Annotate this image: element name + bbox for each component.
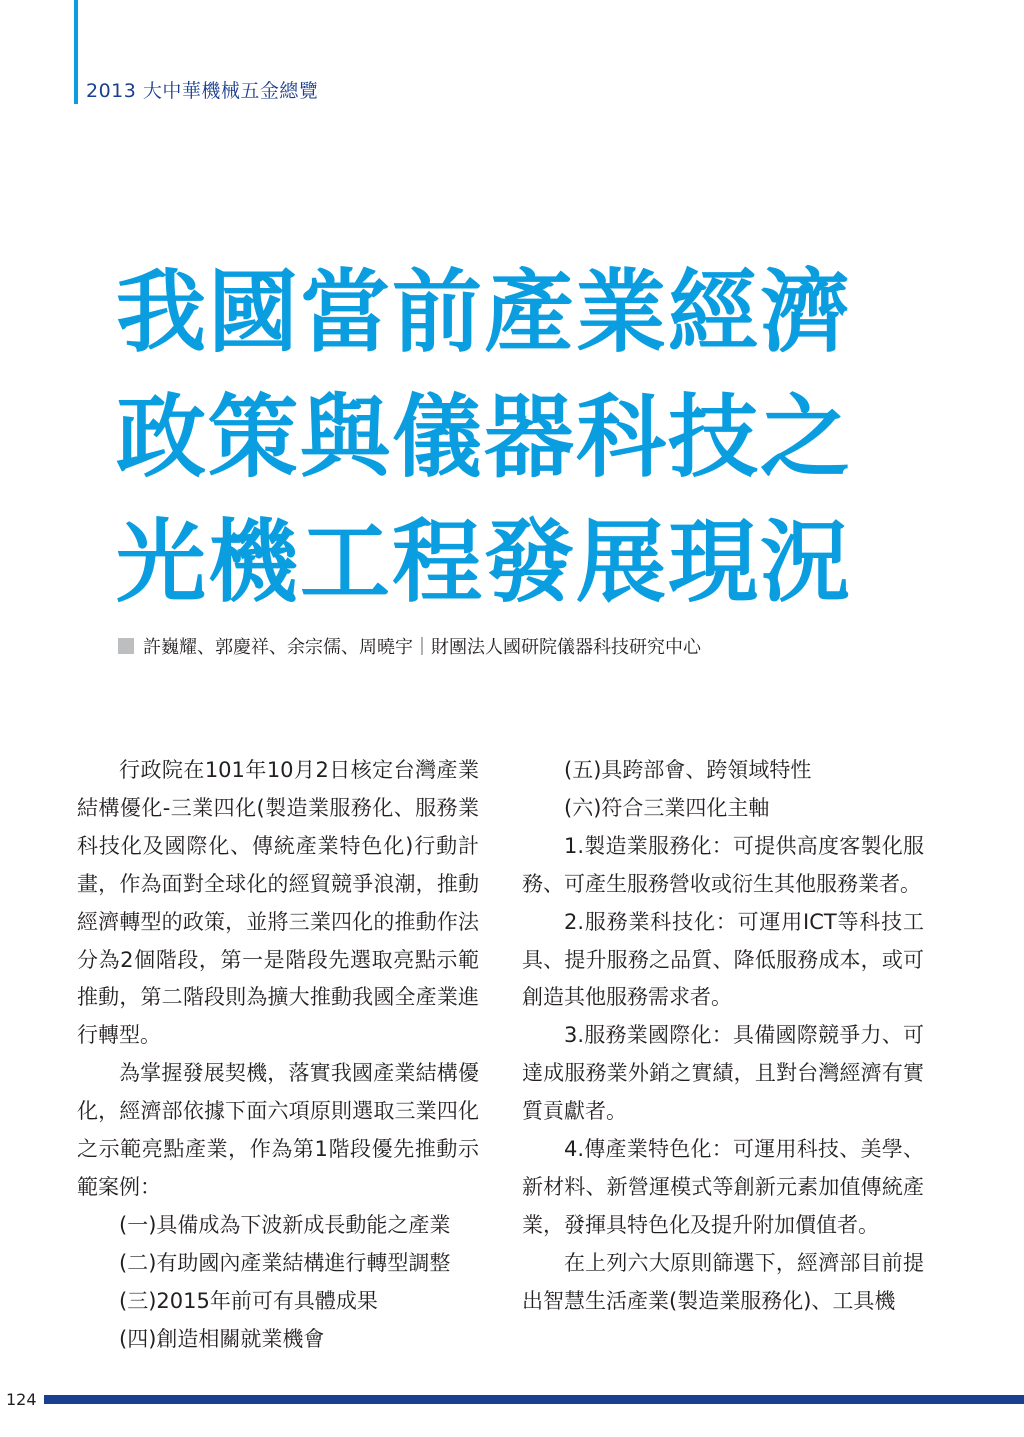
header-accent-bar	[74, 0, 78, 104]
list-item: (一)具備成為下波新成長動能之產業	[119, 1212, 451, 1237]
left-column	[77, 752, 479, 1359]
paragraph: 2.服務業科技化：可運用ICT等科技工具、提升服務之品質、降低服務成本，或可創造其他服務需求者。	[522, 909, 924, 1010]
article-title	[116, 250, 916, 625]
running-head: 2013 大中華機械五金總覽	[86, 80, 319, 102]
list-item: (五)具跨部會、跨領域特性	[564, 758, 812, 782]
byline-text: 許巍耀、郭慶祥、余宗儒、周曉宇｜財團法人國研院儀器科技研究中心	[143, 637, 701, 658]
paragraph: 1.製造業服務化：可提供高度客製化服務、可產生服務營收或衍生其他服務業者。	[522, 833, 924, 896]
list-item: (六)符合三業四化主軸	[564, 795, 770, 820]
title-line-1: 我國當前產業經濟	[116, 260, 852, 365]
title-line-3: 光機工程發展現況	[116, 510, 852, 615]
title-line-2: 政策與儀器科技之	[116, 385, 852, 490]
list-item: (三)2015年前可有具體成果	[119, 1288, 378, 1313]
paragraph: 4.傳產業特色化：可運用科技、美學、新材料、新營運模式等創新元素加值傳統產業，發揮具特色化及提升附加價值者。	[522, 1137, 924, 1237]
list-item: (四)創造相關就業機會	[119, 1326, 325, 1351]
right-column	[522, 752, 924, 1321]
paragraph: 為掌握發展契機，落實我國產業結構優化，經濟部依據下面六項原則選取三業四化之示範亮點產業，作為第1階段優先推動示範案例：	[77, 1061, 479, 1199]
byline	[118, 633, 701, 659]
footer-rule	[44, 1395, 1024, 1404]
paragraph: 在上列六大原則篩選下，經濟部目前提出智慧生活產業(製造業服務化)、工具機	[522, 1250, 924, 1313]
page-number: 124	[6, 1390, 37, 1409]
paragraph: 行政院在101年10月2日核定台灣產業結構優化-三業四化(製造業服務化、服務業科技化及國際化、傳統產業特色化)行動計畫，作為面對全球化的經貿競爭浪潮，推動經濟轉型的政策，並將三業四化的推動作法分為2個階段，第一是階段先選取亮點示範推動，第二階段則為擴大推動我國全產業進行轉型。	[77, 758, 479, 1048]
byline-square-icon	[118, 638, 134, 654]
paragraph: 3.服務業國際化：具備國際競爭力、可達成服務業外銷之實績，且對台灣經濟有實質貢獻者。	[522, 1023, 924, 1124]
list-item: (二)有助國內產業結構進行轉型調整	[119, 1250, 451, 1275]
